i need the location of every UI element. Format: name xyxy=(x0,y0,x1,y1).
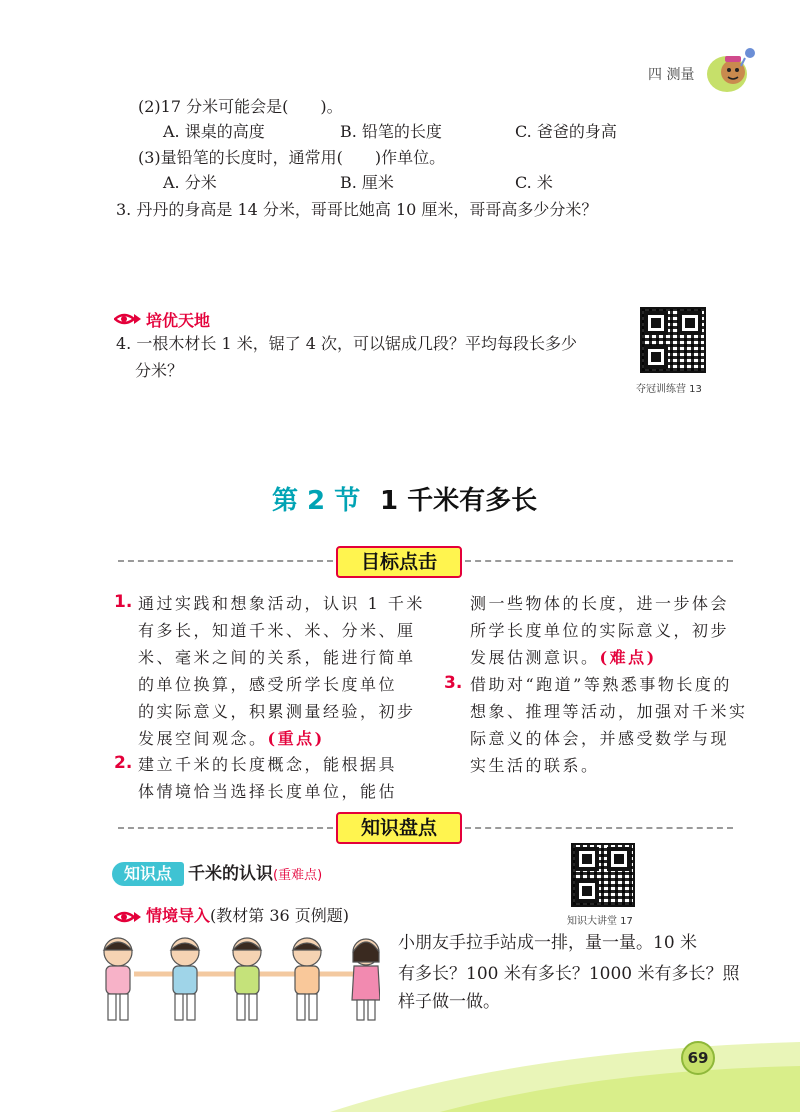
goal-2-line: 体情境恰当选择长度单位，能估 xyxy=(138,782,398,801)
goal-3-number: 3. xyxy=(444,673,463,693)
key-point-tag: (重点) xyxy=(267,729,325,748)
knowledge-banner: 知识盘点 xyxy=(336,812,462,844)
goal-3-line: 想象、推理等活动，加强对千米实 xyxy=(470,702,748,721)
section-number: 第 2 节 xyxy=(272,486,361,516)
section-title: 1 千米有多长 xyxy=(380,486,538,516)
qr-code[interactable] xyxy=(571,843,635,907)
situation-note: (教材第 36 页例题) xyxy=(210,906,350,925)
footer-wave-decoration xyxy=(0,1020,800,1112)
q2-option-a: A. 课桌的高度 xyxy=(163,122,265,141)
goal-2-line: 所学长度单位的实际意义，初步 xyxy=(470,621,730,640)
goal-2-line: 建立千米的长度概念，能根据具 xyxy=(138,755,398,774)
problem-3: 3. 丹丹的身高是 14 分米，哥哥比她高 10 厘米，哥哥高多少分米？ xyxy=(116,200,598,219)
knowledge-title-row: 千米的认识(重难点) xyxy=(188,864,323,884)
q3-option-c: C. 米 xyxy=(515,173,553,192)
divider xyxy=(118,560,333,562)
divider xyxy=(465,827,733,829)
q2-option-b: B. 铅笔的长度 xyxy=(340,122,442,141)
difficult-point-tag: (难点) xyxy=(599,648,657,667)
knowledge-point-tag: 知识点 xyxy=(112,862,184,886)
situation-text-line: 小朋友手拉手站成一排，量一量。10 米 xyxy=(398,933,698,953)
goal-3-line: 际意义的体会，并感受数学与现 xyxy=(470,729,730,748)
goal-1-line: 通过实践和想象活动，认识 1 千米 xyxy=(138,594,425,613)
section-label: 四 测量 xyxy=(648,67,695,83)
qr-caption: 知识大讲堂 17 xyxy=(567,916,633,927)
mascot-icon xyxy=(705,44,761,94)
goal-3-line: 实生活的联系。 xyxy=(470,756,600,775)
goal-1-last-line: 发展空间观念。(重点) xyxy=(138,729,325,748)
situation-heading: 情境导入 xyxy=(146,906,211,925)
q3-option-a: A. 分米 xyxy=(163,173,217,192)
situation-text-line: 样子做一做。 xyxy=(398,992,500,1012)
divider xyxy=(465,560,733,562)
goal-1-line: 有多长，知道千米、米、分米、厘 xyxy=(138,621,416,640)
eye-arrow-icon xyxy=(114,311,142,327)
goal-2-number: 2. xyxy=(114,753,133,773)
goal-3-line: 借助对“跑道”等熟悉事物长度的 xyxy=(470,675,732,694)
knowledge-title-note: (重难点) xyxy=(273,868,323,883)
problem-4-line1: 4. 一根木材长 1 米，锯了 4 次，可以锯成几段？平均每段长多少 xyxy=(116,334,578,353)
page-number: 69 xyxy=(681,1041,715,1075)
q3-stem: (3)量铅笔的长度时，通常用( )作单位。 xyxy=(138,148,446,167)
situation-text-line: 有多长？100 米有多长？1000 米有多长？照 xyxy=(398,964,740,984)
problem-4-line2: 分米？ xyxy=(135,361,184,380)
situation-heading-row xyxy=(146,905,349,927)
eye-arrow-icon xyxy=(114,909,142,925)
goal-1-line: 米、毫米之间的关系，能进行简单 xyxy=(138,648,416,667)
qr-code[interactable] xyxy=(640,307,706,373)
q3-option-b: B. 厘米 xyxy=(340,173,394,192)
qr-caption: 夺冠训练营 13 xyxy=(636,384,702,395)
goal-2-line: 测一些物体的长度，进一步体会 xyxy=(470,594,730,613)
goal-1-number: 1. xyxy=(114,592,133,612)
children-holding-hands-illustration xyxy=(88,934,380,1030)
goal-2-last-line: 发展估测意识。(难点) xyxy=(470,648,657,667)
goal-1-line: 的实际意义，积累测量经验，初步 xyxy=(138,702,416,721)
goal-1-line: 的单位换算，感受所学长度单位 xyxy=(138,675,398,694)
goals-banner: 目标点击 xyxy=(336,546,462,578)
divider xyxy=(118,827,333,829)
peiyou-heading: 培优天地 xyxy=(146,311,211,330)
q2-stem: (2)17 分米可能会是( )。 xyxy=(138,97,343,116)
q2-option-c: C. 爸爸的身高 xyxy=(515,122,617,141)
